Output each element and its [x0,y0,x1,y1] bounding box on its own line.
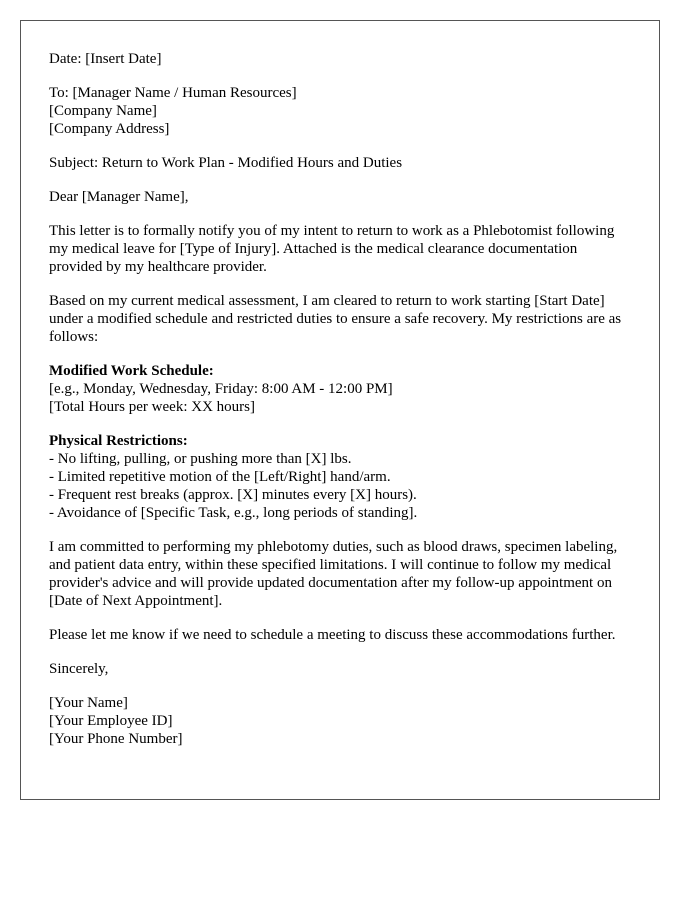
signature-phone: [Your Phone Number] [49,731,183,747]
schedule-heading: Modified Work Schedule: [49,363,214,379]
body-paragraph-meeting: Please let me know if we need to schedule a meeting to discuss these accommodations further. [49,627,616,643]
signature-employee-id: [Your Employee ID] [49,713,173,729]
closing: Sincerely, [49,661,109,677]
closing-block [49,660,631,678]
subject-line: Subject: Return to Work Plan - Modified Hours and Duties [49,155,403,171]
schedule-section [49,362,631,416]
subject-block [49,154,631,172]
body-paragraph-commitment: I am committed to performing my phlebotomy duties, such as blood draws, specimen labeling, and patient data entry, within these specified limitations. I will continue to follow my medical provider's advice and will provide updated documentation after my follow-up appointment on [Date of Next Appointment]. [49,539,618,609]
recipient-block [49,84,631,138]
recipient-company-address: [Company Address] [49,121,170,137]
restriction-item: - No lifting, pulling, or pushing more than [X] lbs. [49,451,352,467]
body-paragraph-intro: This letter is to formally notify you of my intent to return to work as a Phlebotomist following my medical leave for [Type of Injury]. Attached is the medical clearance documentation provided by my healthcare provider. [49,223,615,275]
date-line: Date: [Insert Date] [49,51,162,67]
signature-block [49,694,631,748]
restrictions-section [49,432,631,522]
restriction-item: - Avoidance of [Specific Task, e.g., long periods of standing]. [49,505,418,521]
restrictions-heading: Physical Restrictions: [49,433,188,449]
letter-document [20,20,660,800]
salutation: Dear [Manager Name], [49,189,189,205]
restriction-item: - Frequent rest breaks (approx. [X] minutes every [X] hours). [49,487,417,503]
schedule-hours-line: [Total Hours per week: XX hours] [49,399,255,415]
recipient-company-name: [Company Name] [49,103,157,119]
signature-name: [Your Name] [49,695,128,711]
salutation-block [49,188,631,206]
body-paragraph-assessment: Based on my current medical assessment, I am cleared to return to work starting [Start Date] under a modified schedule and restricted duties to ensure a safe recovery. My restrictions are as follows: [49,293,622,345]
date-block [49,50,631,68]
recipient-to-line: To: [Manager Name / Human Resources] [49,85,297,101]
schedule-days-line: [e.g., Monday, Wednesday, Friday: 8:00 AM - 12:00 PM] [49,381,393,397]
restriction-item: - Limited repetitive motion of the [Left/Right] hand/arm. [49,469,391,485]
